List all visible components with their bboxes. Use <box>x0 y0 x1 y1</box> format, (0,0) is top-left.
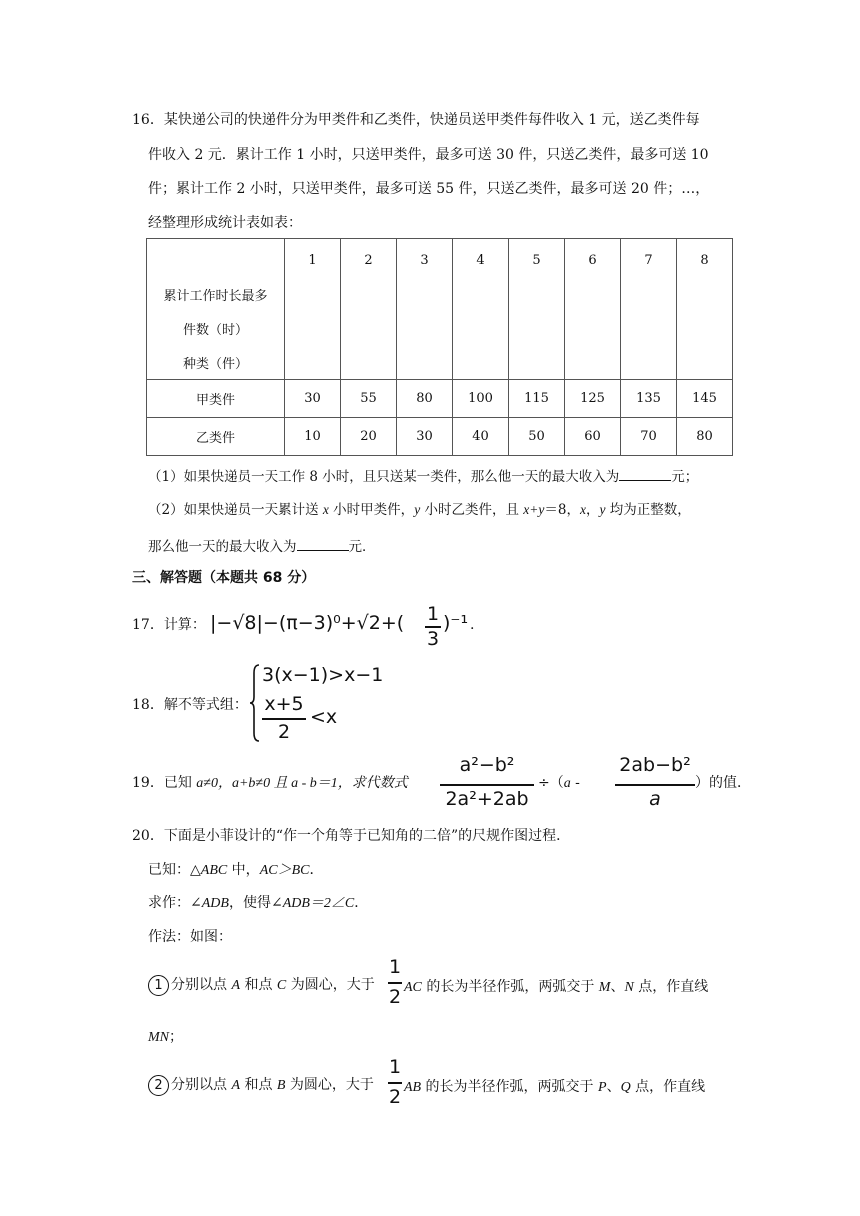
q16-sub2 <box>148 503 691 518</box>
q17-tail: )⁻¹ <box>443 612 469 634</box>
answer-blank[interactable] <box>297 538 349 551</box>
table-cell: 135 <box>621 380 677 418</box>
text: 元． <box>348 539 376 555</box>
text: 那么他一天的最大收入为 <box>148 539 297 555</box>
text: ，使得∠ <box>228 895 283 911</box>
step2-fraction-num: 1 <box>388 1056 402 1078</box>
fraction-bar <box>615 784 695 786</box>
expr-x-plus-y: x+y <box>523 502 545 517</box>
table-row <box>147 380 733 418</box>
q16-sub1-unit: 元； <box>671 469 699 485</box>
table-cell: 80 <box>677 418 733 456</box>
text: ， <box>585 502 600 518</box>
fraction-bar <box>388 982 402 984</box>
q17-label: 17．计算： <box>132 617 206 633</box>
q20-line1: 20．下面是小菲设计的“作一个角等于已知角的二倍”的尺规作图过程． <box>132 828 571 844</box>
q17-fraction-num: 1 <box>426 603 440 625</box>
q18-label: 18．解不等式组： <box>132 697 248 713</box>
section-heading: 三、解答题（本题共 68 分） <box>132 570 316 586</box>
text: 均为正整数， <box>605 502 691 518</box>
q16-line2: 件收入 2 元．累计工作 1 小时，只送甲类件，最多可送 30 件，只送乙类件，最多可送 10 <box>148 147 709 163</box>
q19-end: ）的值． <box>695 775 751 791</box>
q19-div <box>538 776 580 791</box>
angle-equation: ADB＝2∠C <box>282 896 355 911</box>
var-x: x <box>322 502 329 517</box>
q18-inequality-1: 3(x−1)>x−1 <box>262 664 384 686</box>
table-cell: 10 <box>285 418 341 456</box>
var-a: a <box>563 776 571 791</box>
text: 点，作直线 <box>633 979 709 995</box>
var-y: y <box>599 502 606 517</box>
q20-step2-cont <box>404 1080 705 1095</box>
q19-fraction1-den: 2a²+2ab <box>445 788 529 810</box>
q16-sub2-line2 <box>148 538 376 555</box>
q20-step2 <box>148 1075 374 1096</box>
text: ； <box>169 1029 183 1045</box>
table-cell: 100 <box>453 380 509 418</box>
text: （2）如果快递员一天累计送 <box>148 502 323 518</box>
hour-cell: 5 <box>509 239 565 380</box>
q16-line4: 经整理形成统计表如表： <box>148 215 302 231</box>
hour-cell: 3 <box>397 239 453 380</box>
table-cell: 40 <box>453 418 509 456</box>
q19-fraction2-den: a <box>649 788 661 810</box>
table-cell: 55 <box>341 380 397 418</box>
q18-fraction-num: x+5 <box>264 693 304 715</box>
table-cell: 60 <box>565 418 621 456</box>
table-cell: 30 <box>397 418 453 456</box>
text: 的长为半径作弧，两弧交于 <box>421 1079 599 1095</box>
table-cell: 115 <box>509 380 565 418</box>
circled-number-icon: 2 <box>148 1075 169 1096</box>
text: 、 <box>606 1079 621 1095</box>
q20-method: 作法：如图： <box>148 929 232 945</box>
q17-expression: |−√8|−(π−3)⁰+√2+( <box>210 612 405 634</box>
q20-step1 <box>148 975 375 996</box>
text: 和点 <box>240 1077 277 1093</box>
text: ÷（ <box>538 775 564 791</box>
q19-fraction1-num: a²−b² <box>459 754 515 776</box>
header-line-2: 件数（时） <box>182 323 248 338</box>
hour-cell: 7 <box>621 239 677 380</box>
table-cell: 20 <box>341 418 397 456</box>
table-row <box>147 418 733 456</box>
text: 为圆心，大于 <box>285 1077 374 1093</box>
table-header-cell <box>147 239 285 380</box>
text: 的长为半径作弧，两弧交于 <box>421 979 599 995</box>
q18-inequality-2-rel: <x <box>310 706 338 728</box>
point-C: C <box>276 978 287 993</box>
q16-line1: 16．某快递公司的快递件分为甲类件和乙类件，快递员送甲类件每件收入 1 元，送乙类件每 <box>132 112 700 128</box>
point-A: A <box>231 978 241 993</box>
segment-AC: AC <box>404 980 422 995</box>
text: 小时甲类件， <box>328 502 415 518</box>
segment-AB: AB <box>404 1080 422 1095</box>
q20-step1-cont <box>404 980 708 995</box>
var-y: y <box>414 502 421 517</box>
q20-requirement <box>148 896 368 911</box>
text: 分别以点 <box>171 977 232 993</box>
q20-known <box>148 863 323 878</box>
table-cell: 80 <box>397 380 453 418</box>
answer-blank[interactable] <box>619 468 671 481</box>
hour-cell: 1 <box>285 239 341 380</box>
text: 、 <box>610 979 625 995</box>
header-line-1: 累计工作时长最多 <box>163 289 268 304</box>
text: 已知：△ <box>148 862 201 878</box>
q16-sub1-text: （1）如果快递员一天工作 8 小时，且只送某一类件，那么他一天的最大收入为 <box>148 469 620 485</box>
statistics-table <box>146 238 733 456</box>
text: ． <box>354 895 369 911</box>
text: 和点 <box>240 977 277 993</box>
text: 中， <box>227 862 260 878</box>
q18-fraction-den: 2 <box>277 721 291 743</box>
circled-number-icon: 1 <box>148 975 169 996</box>
fraction-bar <box>388 1082 402 1084</box>
text: - <box>570 775 580 791</box>
q16-line3: 件；累计工作 2 小时，只送甲类件，最多可送 55 件，只送乙类件，最多可送 20 件；…， <box>148 181 710 197</box>
hour-cell: 2 <box>341 239 397 380</box>
row-label: 乙类件 <box>147 418 285 456</box>
row-label: 甲类件 <box>147 380 285 418</box>
hour-cell: 6 <box>565 239 621 380</box>
header-line-3: 种类（件） <box>182 357 248 372</box>
table-cell: 70 <box>621 418 677 456</box>
line-MN: MN <box>148 1030 169 1045</box>
q19-fraction2-num: 2ab−b² <box>619 754 691 776</box>
text: 点，作直线 <box>630 1079 706 1095</box>
step1-fraction-den: 2 <box>388 986 402 1008</box>
triangle-name: ABC <box>200 863 228 878</box>
condition: AC＞BC <box>259 863 310 878</box>
text: 为圆心，大于 <box>286 977 375 993</box>
text: 小时乙类件，且 <box>420 502 524 518</box>
text: 分别以点 <box>171 1077 232 1093</box>
table-cell: 125 <box>565 380 621 418</box>
hour-cell: 4 <box>453 239 509 380</box>
point-M: M <box>598 980 611 995</box>
q17-end: . <box>470 617 475 633</box>
point-N: N <box>624 980 634 995</box>
angle-name: ADB <box>201 896 229 911</box>
text: 19．已知 <box>132 775 197 791</box>
point-A: A <box>231 1078 241 1093</box>
fraction-bar <box>262 718 306 720</box>
q19-condition: a≠0，a+b≠0 且 a - b＝1，求代数式 <box>196 776 408 791</box>
step2-fraction-den: 2 <box>388 1086 402 1108</box>
text: ． <box>309 862 324 878</box>
q17-fraction-den: 3 <box>426 628 440 650</box>
point-P: P <box>598 1080 607 1095</box>
q19-text <box>132 776 408 791</box>
hour-cell: 8 <box>677 239 733 380</box>
left-brace-icon <box>248 663 262 743</box>
point-Q: Q <box>620 1080 631 1095</box>
var-x: x <box>579 502 586 517</box>
text: 求作：∠ <box>148 895 202 911</box>
table-cell: 145 <box>677 380 733 418</box>
fraction-bar <box>440 784 534 786</box>
text: ＝8， <box>544 502 580 518</box>
table-cell: 30 <box>285 380 341 418</box>
q16-sub1 <box>148 468 698 485</box>
table-cell: 50 <box>509 418 565 456</box>
step1-fraction-num: 1 <box>388 956 402 978</box>
q20-step1-line2 <box>148 1030 183 1045</box>
point-B: B <box>276 1078 286 1093</box>
